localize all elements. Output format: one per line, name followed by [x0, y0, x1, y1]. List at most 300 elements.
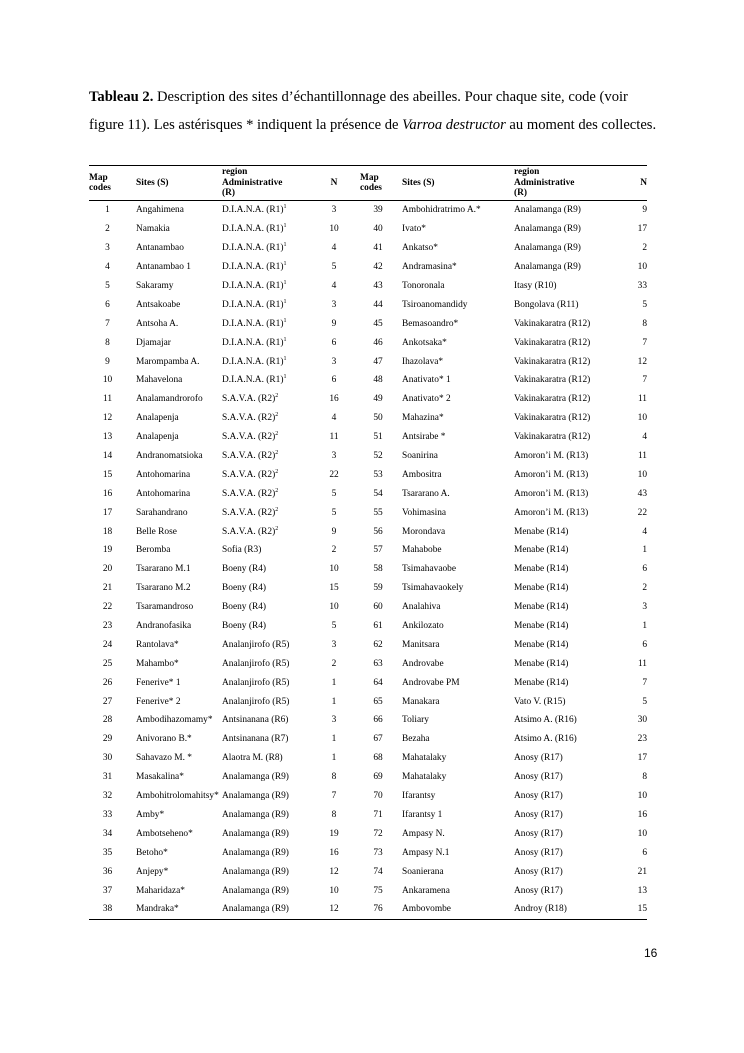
n-count-right: 30 [637, 715, 647, 726]
footnote-marker: 2 [275, 412, 279, 419]
site-name-right: Androvabe PM [402, 677, 460, 688]
site-name-left: Djamajar [136, 337, 171, 348]
table-row [89, 598, 647, 617]
n-count-right: 7 [642, 375, 647, 386]
region-left: S.A.V.A. $(R2)^2$ [222, 393, 279, 405]
table-row [89, 768, 647, 787]
site-name-left: Analapenja [136, 413, 179, 424]
map-code-right: 62 [373, 639, 383, 650]
map-code-right: 47 [373, 356, 383, 367]
region-left: Analanjirofo (R5) [222, 696, 290, 707]
footnote-marker: 2 [275, 468, 279, 475]
region-left: S.A.V.A. $(R2)^2$ [222, 468, 279, 480]
n-count-left: 3 [331, 715, 337, 726]
table-row [89, 617, 647, 636]
region-right: Amoron’i M. (R13) [514, 488, 589, 499]
map-code-right: 76 [373, 904, 383, 915]
region-right: Vakinakaratra (R12) [514, 375, 591, 386]
map-code-left: 34 [102, 828, 113, 839]
site-name-right: Manakara [402, 696, 440, 707]
sites-table [89, 166, 647, 919]
region-left: S.A.V.A. $(R2)^2$ [222, 525, 279, 537]
table-row [89, 900, 647, 919]
site-name-right: Tsimahavaokely [402, 583, 464, 594]
n-count-left: 8 [331, 772, 337, 783]
table-header-row [89, 166, 647, 201]
map-code-right: 44 [373, 299, 383, 310]
site-name-left: Mahavelona [136, 375, 183, 386]
site-name-left: Sakaramy [136, 281, 174, 291]
table-row [89, 277, 647, 296]
n-count-right: 5 [642, 299, 647, 310]
map-code-right: 54 [373, 488, 383, 499]
n-count-right: 10 [637, 469, 647, 480]
region-left: Analamanga (R9) [222, 885, 289, 896]
site-name-left: Andranomatsioka [136, 451, 203, 462]
n-count-left: 10 [329, 885, 339, 896]
map-code-right: 66 [373, 715, 383, 726]
header-map-codes-right: Map codes [360, 166, 396, 201]
footnote-marker: 1 [283, 374, 287, 381]
n-count-left: 10 [329, 224, 339, 235]
map-code-left: 27 [102, 696, 113, 707]
table-row [89, 239, 647, 258]
region-left: S.A.V.A. $(R2)^2$ [222, 431, 279, 443]
map-code-right: 57 [373, 545, 383, 556]
map-code-right: 75 [373, 885, 383, 896]
region-left: D.I.A.N.A. $(R1)^1$ [222, 204, 287, 216]
footnote-marker: 2 [275, 393, 279, 400]
map-code-left: 6 [105, 299, 110, 310]
region-right: Menabe (R14) [514, 639, 569, 650]
caption-text-end: au moment des collectes. [505, 116, 657, 133]
table-row [89, 484, 647, 503]
caption-species: Varroa destructor [402, 116, 506, 133]
map-code-right: 58 [373, 564, 383, 575]
n-count-left: 2 [331, 545, 337, 556]
map-code-left: 7 [105, 318, 110, 329]
table-row [89, 409, 647, 428]
region-left: S.A.V.A. $(R2)^2$ [222, 450, 279, 462]
n-count-right: 4 [642, 526, 647, 537]
map-code-right: 71 [373, 809, 383, 820]
n-count-right: 16 [637, 809, 647, 820]
n-count-left: 12 [329, 904, 339, 915]
region-right: Vakinakaratra (R12) [514, 394, 591, 405]
site-name-right: Mahabobe [402, 545, 442, 556]
region-right: Vakinakaratra (R12) [514, 432, 591, 443]
n-count-left: 3 [331, 299, 337, 310]
map-code-left: 12 [102, 413, 113, 424]
table-row [89, 295, 647, 314]
site-name-right: Manitsara [402, 639, 440, 650]
region-left: Analamanga (R9) [222, 809, 289, 820]
table-row [89, 730, 647, 749]
table-row [89, 258, 647, 277]
n-count-left: 1 [331, 753, 337, 764]
table-row [89, 749, 647, 768]
map-code-left: 29 [102, 734, 113, 745]
site-name-right: Tsararano A. [402, 488, 450, 499]
table-row [89, 711, 647, 730]
site-name-right: Soanirina [402, 451, 438, 462]
n-count-right: 7 [642, 337, 647, 348]
region-right: Menabe (R14) [514, 602, 569, 613]
region-right: Itasy (R10) [514, 281, 557, 291]
map-code-left: 18 [102, 526, 113, 537]
site-name-left: Ambodihazomamy* [136, 715, 213, 726]
n-count-right: 11 [637, 451, 647, 462]
n-count-right: 1 [642, 545, 647, 556]
site-name-left: Betoho* [136, 847, 168, 858]
map-code-left: 2 [105, 224, 110, 235]
region-left: Analamanga (R9) [222, 866, 289, 877]
n-count-right: 1 [642, 621, 647, 632]
n-count-left: 6 [331, 337, 337, 348]
table-row [89, 428, 647, 447]
n-count-left: 16 [329, 847, 339, 858]
region-right: Menabe (R14) [514, 583, 569, 594]
table-row [89, 560, 647, 579]
map-code-left: 35 [102, 847, 113, 858]
header-sites-left: Sites (S) [126, 166, 222, 201]
footnote-marker: 2 [275, 506, 279, 513]
site-name-left: Mahambo* [136, 658, 179, 669]
region-left: Boeny (R4) [222, 564, 267, 575]
site-name-left: Sarahandrano [136, 507, 188, 518]
n-count-right: 2 [642, 583, 647, 594]
site-name-left: Fenerive* 1 [136, 677, 181, 688]
region-right: Amoron’i M. (R13) [514, 469, 589, 480]
n-count-left: 10 [329, 564, 339, 575]
region-right: Anosy (R17) [514, 866, 563, 877]
site-name-right: Anativato* 1 [402, 375, 451, 386]
site-name-left: Mandraka* [136, 904, 179, 915]
footnote-marker: 1 [283, 280, 287, 286]
site-name-right: Ihazolava* [402, 356, 444, 367]
table-caption [89, 84, 659, 139]
site-name-right: Tsiroanomandidy [402, 299, 468, 310]
site-name-left: Maharidaza* [136, 885, 185, 896]
footnote-marker: 1 [283, 298, 287, 305]
map-code-left: 17 [102, 507, 113, 518]
footnote-marker: 1 [283, 336, 287, 343]
footnote-marker: 2 [275, 487, 279, 494]
region-right: Vakinakaratra (R12) [514, 318, 591, 329]
map-code-left: 8 [105, 337, 110, 348]
region-right: Analamanga (R9) [514, 205, 581, 216]
region-left: Analamanga (R9) [222, 828, 289, 839]
header-sites-right: Sites (S) [396, 166, 514, 201]
table-row [89, 673, 647, 692]
map-code-right: 68 [373, 753, 383, 764]
map-code-left: 15 [102, 469, 113, 480]
site-name-left: Antsoha A. [136, 318, 179, 329]
map-code-right: 70 [373, 791, 383, 802]
region-right: Atsimo A. (R16) [514, 715, 577, 726]
map-code-left: 28 [102, 715, 113, 726]
region-left: Analamanga (R9) [222, 791, 289, 802]
header-n-right: N [620, 166, 647, 201]
site-name-left: Analapenja [136, 432, 179, 443]
site-name-right: Mahatalaky [402, 753, 447, 764]
site-name-right: Ifarantsy 1 [402, 809, 443, 820]
region-right: Menabe (R14) [514, 658, 569, 669]
region-left: D.I.A.N.A. $(R1)^1$ [222, 223, 287, 235]
map-code-right: 53 [373, 469, 383, 480]
site-name-left: Antanambao 1 [136, 262, 191, 273]
n-count-right: 33 [637, 281, 647, 291]
header-n-left: N [322, 166, 346, 201]
region-right: Menabe (R14) [514, 545, 569, 556]
n-count-right: 9 [642, 205, 647, 216]
region-right: Amoron’i M. (R13) [514, 507, 589, 518]
site-name-right: Ankatso* [402, 243, 438, 254]
region-left: D.I.A.N.A. $(R1)^1$ [222, 336, 287, 348]
n-count-left: 3 [331, 205, 337, 216]
site-name-left: Rantolava* [136, 639, 179, 650]
n-count-right: 22 [637, 507, 647, 518]
n-count-left: 3 [331, 356, 337, 367]
header-region-right: region Administrative (R) [514, 166, 620, 201]
n-count-left: 9 [331, 318, 337, 329]
n-count-left: 6 [331, 375, 337, 386]
region-right: Anosy (R17) [514, 847, 563, 858]
region-right: Menabe (R14) [514, 526, 569, 537]
region-left: D.I.A.N.A. $(R1)^1$ [222, 374, 287, 386]
site-name-left: Tsararano M.2 [136, 583, 191, 594]
n-count-right: 2 [642, 243, 647, 254]
region-right: Amoron’i M. (R13) [514, 451, 589, 462]
site-name-right: Vohimasina [402, 507, 447, 518]
map-code-right: 45 [373, 318, 383, 329]
map-code-right: 39 [373, 205, 383, 216]
n-count-right: 8 [642, 772, 647, 783]
site-name-left: Anjepy* [136, 866, 169, 877]
region-left: D.I.A.N.A. $(R1)^1$ [222, 317, 287, 329]
region-left: Boeny (R4) [222, 621, 267, 632]
site-name-right: Ambositra [402, 469, 442, 480]
n-count-right: 15 [637, 904, 647, 915]
region-right: Vakinakaratra (R12) [514, 413, 591, 424]
n-count-left: 11 [329, 432, 339, 443]
header-region-left: region Administrative (R) [222, 166, 322, 201]
map-code-left: 19 [102, 545, 113, 556]
site-name-right: Androvabe [402, 658, 444, 669]
site-name-right: Analahiva [402, 602, 441, 613]
site-name-left: Tsararano M.1 [136, 564, 191, 575]
table-row [89, 333, 647, 352]
n-count-right: 10 [637, 262, 647, 273]
map-code-left: 21 [102, 583, 113, 594]
table-row [89, 465, 647, 484]
table-row [89, 220, 647, 239]
n-count-left: 12 [329, 866, 339, 877]
map-code-left: 36 [102, 866, 113, 877]
region-left: Antsinanana (R7) [222, 734, 289, 745]
table-row [89, 824, 647, 843]
table-row [89, 787, 647, 806]
caption-label: Tableau 2. [89, 89, 154, 105]
map-code-left: 33 [102, 809, 113, 820]
n-count-left: 2 [331, 658, 337, 669]
n-count-right: 4 [642, 432, 647, 443]
map-code-right: 42 [373, 262, 383, 273]
site-name-left: Antohomarina [136, 469, 191, 480]
map-code-left: 3 [105, 243, 110, 254]
site-name-right: Morondava [402, 526, 446, 537]
n-count-left: 7 [331, 791, 337, 802]
map-code-left: 32 [102, 791, 113, 802]
n-count-right: 17 [637, 224, 647, 235]
caption-text: Description des sites d’échantillonnage des abeilles. Pour chaque site, code (voir figure 11). Les astérisques * indiquent la présence de [89, 89, 628, 133]
site-name-left: Marompamba A. [136, 356, 200, 367]
site-name-left: Beromba [136, 545, 171, 556]
map-code-right: 63 [373, 658, 383, 669]
table-row [89, 522, 647, 541]
region-left: D.I.A.N.A. $(R1)^1$ [222, 280, 287, 291]
n-count-right: 43 [637, 488, 647, 499]
region-left: D.I.A.N.A. $(R1)^1$ [222, 261, 287, 273]
map-code-right: 46 [373, 337, 383, 348]
region-left: Analanjirofo (R5) [222, 639, 290, 650]
n-count-right: 6 [642, 639, 647, 650]
site-name-right: Soanierana [402, 866, 444, 877]
map-code-right: 43 [373, 281, 383, 291]
region-right: Vato V. (R15) [514, 696, 566, 707]
region-left: S.A.V.A. $(R2)^2$ [222, 412, 279, 424]
site-name-right: Bezaha [402, 734, 430, 745]
region-left: S.A.V.A. $(R2)^2$ [222, 487, 279, 499]
table-row [89, 862, 647, 881]
map-code-right: 65 [373, 696, 383, 707]
site-name-right: Tsimahavaobe [402, 564, 457, 575]
map-code-right: 52 [373, 451, 383, 462]
map-code-left: 11 [102, 394, 113, 405]
site-name-left: Antanambao [136, 243, 184, 254]
map-code-left: 4 [105, 262, 110, 273]
site-name-left: Amby* [136, 809, 165, 820]
map-code-right: 50 [373, 413, 383, 424]
n-count-left: 19 [329, 828, 339, 839]
map-code-right: 60 [373, 602, 383, 613]
n-count-right: 10 [637, 828, 647, 839]
sites-table-container [89, 165, 647, 920]
n-count-right: 21 [637, 866, 647, 877]
region-right: Anosy (R17) [514, 885, 563, 896]
region-left: Analamanga (R9) [222, 904, 289, 915]
site-name-right: Ivato* [402, 224, 426, 235]
table-row [89, 806, 647, 825]
n-count-right: 5 [642, 696, 647, 707]
table-body [89, 201, 647, 919]
table-row [89, 447, 647, 466]
n-count-left: 4 [331, 413, 337, 424]
n-count-left: 5 [331, 488, 337, 499]
n-count-right: 10 [637, 413, 647, 424]
site-name-left: Analamandrorofo [136, 394, 203, 405]
n-count-left: 4 [331, 281, 337, 291]
site-name-right: Anativato* 2 [402, 394, 451, 405]
map-code-right: 67 [373, 734, 383, 745]
map-code-right: 40 [373, 224, 383, 235]
n-count-right: 13 [637, 885, 647, 896]
n-count-left: 1 [331, 696, 337, 707]
map-code-left: 23 [102, 621, 113, 632]
n-count-left: 5 [331, 507, 337, 518]
region-right: Analamanga (R9) [514, 243, 581, 254]
site-name-left: Ambotseheno* [136, 828, 193, 839]
n-count-left: 1 [331, 677, 337, 688]
n-count-left: 15 [329, 583, 339, 594]
region-right: Anosy (R17) [514, 828, 563, 839]
site-name-left: Sahavazo M. * [136, 753, 192, 764]
region-right: Anosy (R17) [514, 753, 563, 764]
table-row [89, 503, 647, 522]
table-row [89, 201, 647, 220]
map-code-left: 31 [102, 772, 113, 783]
n-count-left: 16 [329, 394, 339, 405]
n-count-left: 22 [329, 469, 339, 480]
n-count-right: 3 [642, 602, 647, 613]
n-count-right: 7 [642, 677, 647, 688]
n-count-right: 17 [637, 753, 647, 764]
table-row [89, 579, 647, 598]
table-row [89, 314, 647, 333]
footnote-marker: 1 [283, 317, 287, 324]
n-count-right: 11 [637, 658, 647, 669]
region-right: Menabe (R14) [514, 564, 569, 575]
n-count-left: 8 [331, 809, 337, 820]
map-code-right: 61 [373, 621, 383, 632]
region-right: Menabe (R14) [514, 621, 569, 632]
region-left: Boeny (R4) [222, 583, 267, 594]
region-left: Analanjirofo (R5) [222, 677, 290, 688]
n-count-right: 23 [637, 734, 647, 745]
region-right: Vakinakaratra (R12) [514, 337, 591, 348]
footnote-marker: 2 [275, 525, 279, 532]
site-name-right: Ifarantsy [402, 791, 436, 802]
n-count-right: 11 [637, 394, 647, 405]
region-left: Alaotra M. (R8) [222, 753, 283, 764]
map-code-left: 37 [102, 885, 113, 896]
site-name-right: Ankilozato [402, 621, 444, 632]
footnote-marker: 1 [283, 261, 287, 268]
n-count-left: 1 [331, 734, 337, 745]
region-right: Bongolava (R11) [514, 299, 579, 310]
page-number: 16 [644, 946, 658, 960]
region-right: Analamanga (R9) [514, 262, 581, 273]
site-name-left: Antohomarina [136, 488, 191, 499]
footnote-marker: 2 [275, 450, 279, 457]
site-name-right: Ambovombe [402, 904, 451, 915]
site-name-right: Antsirabe * [402, 432, 446, 443]
map-code-left: 24 [102, 639, 113, 650]
site-name-left: Angahimena [136, 205, 184, 216]
table-row [89, 352, 647, 371]
footnote-marker: 1 [283, 242, 287, 249]
region-right: Anosy (R17) [514, 772, 563, 783]
map-code-left: 10 [102, 375, 113, 386]
site-name-left: Anivorano B.* [136, 734, 192, 745]
region-left: Analamanga (R9) [222, 847, 289, 858]
site-name-right: Mahazina* [402, 413, 444, 424]
table-row [89, 371, 647, 390]
footnote-marker: 2 [275, 431, 279, 438]
map-code-right: 73 [373, 847, 383, 858]
map-code-left: 22 [102, 602, 113, 613]
map-code-right: 74 [373, 866, 383, 877]
